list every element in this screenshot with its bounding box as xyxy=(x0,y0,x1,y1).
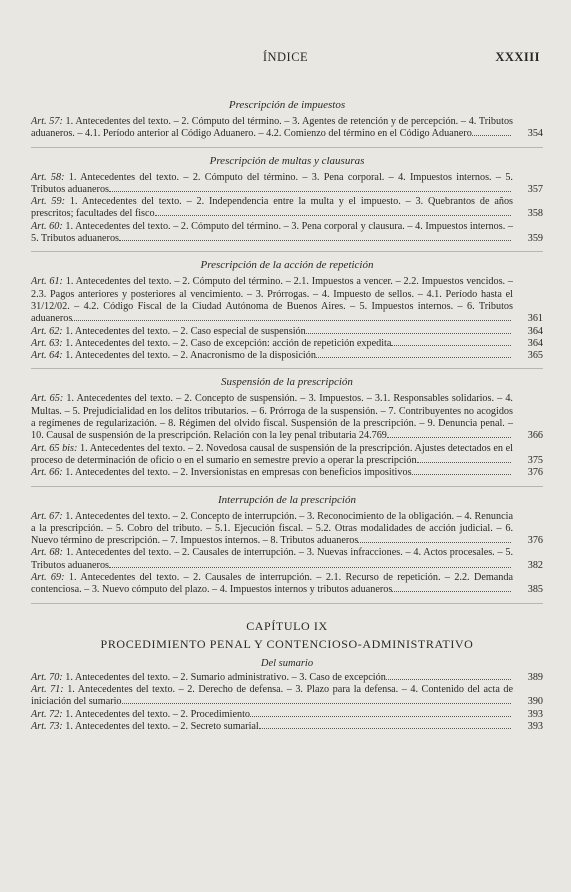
page-number: 376 xyxy=(527,467,543,479)
index-entry xyxy=(31,276,543,325)
entry-text: 1. Antecedentes del texto. – 2. Derecho de defensa. – 3. Plazo para la defensa. – 4. Contenido del acta de iniciación del sumario xyxy=(31,683,513,708)
index-entry xyxy=(31,547,543,572)
article-number: Art. 70: xyxy=(31,671,63,683)
entry-text: 1. Antecedentes del texto. – 2. Secreto sumarial xyxy=(65,720,259,732)
page-number: 364 xyxy=(527,325,543,337)
dot-leader xyxy=(259,727,511,729)
section-divider xyxy=(31,147,543,148)
entry-text: 1. Antecedentes del texto. – 2. Inversionistas en empresas con beneficios impositivos xyxy=(65,467,412,479)
index-section xyxy=(31,98,543,148)
dot-leader xyxy=(472,134,511,136)
entry-text: 1. Antecedentes del texto. – 2. Concepto de suspensión. – 3. Impuestos. – 3.1. Responsables solidarios. – 4. Multas. – 5. Prejudicialidad en los delitos tributarios. – 6. Prórroga de la suspensión. – 7. Contribuyentes no acogidos a regímenes de regularización. – 8. Régimen del olvido fiscal. Suspensión de la prescripción. – 9. Denuncia penal. – 10. Causal de suspensión de la prescripción. Relación con la ley penal tributaria 24.769 xyxy=(31,393,513,442)
header-title: ÍNDICE xyxy=(262,50,309,64)
article-number: Art. 61: xyxy=(31,276,63,288)
section-title: Suspensión de la prescripción xyxy=(221,376,353,389)
dot-leader xyxy=(109,190,511,192)
section-divider xyxy=(31,486,543,487)
index-content xyxy=(31,96,543,733)
entry-text: 1. Antecedentes del texto. – 2. Causales de interrupción. – 2.1. Recurso de repetición. – 2.2. Demanda contenciosa. – 3. Nuevo cómputo del plazo. – 4. Impuestos internos y tributos aduaneros xyxy=(31,572,513,596)
entry-text: 1. Antecedentes del texto. – 2. Cómputo del término. – 3. Pena corporal. – 4. Impuestos internos. – 5. Tributos aduaneros xyxy=(31,171,513,195)
article-number: Art. 72: xyxy=(31,708,63,720)
dot-leader xyxy=(250,715,511,717)
chapter-heading xyxy=(31,618,543,652)
index-entry xyxy=(31,684,543,709)
entry-text: 1. Antecedentes del texto. – 2. Sumario administrativo. – 3. Caso de excepción xyxy=(65,671,386,683)
page-number: 365 xyxy=(527,350,543,362)
page-number: 393 xyxy=(527,720,543,732)
index-entry xyxy=(31,721,543,733)
index-entry xyxy=(31,709,543,721)
article-number: Art. 68: xyxy=(31,547,63,559)
entry-text: 1. Antecedentes del texto. – 2. Independencia entre la multa y el impuesto. – 3. Quebrantos de años prescritos; facultades del fisco xyxy=(31,196,514,220)
article-number: Art. 62: xyxy=(31,325,63,337)
page-number: 393 xyxy=(527,708,543,720)
page-number: 358 xyxy=(527,208,543,220)
header-page-number: XXXIII xyxy=(495,50,540,64)
section-title: Prescripción de la acción de repetición xyxy=(200,259,374,272)
section-divider xyxy=(31,251,543,252)
dot-leader xyxy=(412,473,511,475)
article-number: Art. 65: xyxy=(31,393,64,405)
entry-text: 1. Antecedentes del texto. – 2. Cómputo del término. – 2.1. Impuestos a vencer. – 2.2. Impuestos vencidos. – 2.3. Pagos anteriores y posteriores al vencimiento. – 3. Prórrogas. – 4. Impuesto de sellos. – 4.1. Período hasta el 31/12/02. – 4.2. Código Fiscal de la Ciudad Autónoma de Buenos Aires. – 5. Impuestos internos. – 6. Tributos aduaneros xyxy=(31,276,514,325)
dot-leader xyxy=(391,344,511,346)
entry-text: 1. Antecedentes del texto. – 2. Procedimiento xyxy=(65,708,250,720)
page-number: 357 xyxy=(527,183,543,195)
article-number: Art. 64: xyxy=(31,350,63,362)
chapter-title: PROCEDIMIENTO PENAL Y CONTENCIOSO-ADMINISTRATIVO xyxy=(100,636,474,651)
entry-text: 1. Antecedentes del texto. – 2. Novedosa causal de suspensión de la prescripción. Ajustes detectados en el proceso de determinación de oficio o en el sumario en semestre previo a operar la prescripción xyxy=(31,442,513,466)
page-number: 375 xyxy=(527,454,543,466)
dot-leader xyxy=(306,332,511,334)
page-number: 359 xyxy=(527,233,543,245)
index-entry xyxy=(31,443,543,468)
entry-text: 1. Antecedentes del texto. – 2. Cómputo del término. – 3. Pena corporal y clausura. – 4. Impuestos internos. – 5. Tributos aduaneros xyxy=(31,220,513,245)
section-title: Prescripción de multas y clausuras xyxy=(209,154,365,167)
index-entry xyxy=(31,221,543,246)
page-number: 376 xyxy=(527,535,543,547)
article-number: Art. 60: xyxy=(31,220,63,232)
article-number: Art. 58: xyxy=(31,171,65,183)
running-header xyxy=(0,50,571,70)
index-section xyxy=(31,154,543,253)
page-number: 382 xyxy=(527,559,543,571)
section-title: Prescripción de impuestos xyxy=(228,99,346,111)
index-entry xyxy=(31,172,543,197)
section-divider xyxy=(31,368,543,369)
page-number: 389 xyxy=(527,671,543,683)
page-number: 385 xyxy=(527,584,543,596)
article-number: Art. 67: xyxy=(31,510,63,522)
section-divider xyxy=(31,603,543,604)
dot-leader xyxy=(417,461,511,463)
page-number: 366 xyxy=(527,430,543,442)
entry-text: 1. Antecedentes del texto. – 2. Caso de excepción: acción de repetición expedita xyxy=(65,337,392,349)
index-entry xyxy=(31,350,543,362)
entry-text: 1. Antecedentes del texto. – 2. Anacronismo de la disposición xyxy=(65,350,316,362)
article-number: Art. 69: xyxy=(31,572,65,584)
index-section xyxy=(31,258,543,369)
index-section xyxy=(31,375,543,486)
article-number: Art. 59: xyxy=(31,196,65,208)
index-section xyxy=(31,493,543,604)
article-number: Art. 66: xyxy=(31,467,63,479)
index-entry xyxy=(31,196,543,221)
index-entry xyxy=(31,116,543,141)
article-number: Art. 63: xyxy=(31,337,63,349)
section-title: Interrupción de la prescripción xyxy=(218,493,356,506)
dot-leader xyxy=(119,239,511,241)
entry-text: 1. Antecedentes del texto. – 2. Caso especial de suspensión xyxy=(65,325,306,337)
dot-leader xyxy=(316,356,511,358)
index-entry xyxy=(31,572,543,597)
index-entry xyxy=(31,511,543,548)
index-entry xyxy=(31,467,543,479)
dot-leader xyxy=(109,566,511,568)
page-number: 390 xyxy=(527,696,543,708)
entry-text: 1. Antecedentes del texto. – 2. Cómputo del término. – 3. Agentes de retención y de percepción. – 4. Tributos aduaneros. – 4.1. Período anterior al Código Aduanero. – 4.2. Comienzo del término en el Código Aduanero xyxy=(31,116,513,140)
dot-leader xyxy=(155,214,511,216)
article-number: Art. 65 bis: xyxy=(31,442,78,454)
chapter-number: CAPÍTULO IX xyxy=(246,618,328,633)
dot-leader xyxy=(386,678,511,680)
entry-text: 1. Antecedentes del texto. – 2. Concepto de interrupción. – 3. Reconocimiento de la obligación. – 4. Renuncia a la prescripción. – 5. Cobro del tributo. – 5.1. Ejecución fiscal. – 5.2. Otras modalidades de acción judicial. – 6. Nuevo término de prescripción. – 7. Impuestos internos. – 8. Tributos aduaneros xyxy=(31,510,513,547)
index-entry xyxy=(31,338,543,350)
entry-text: 1. Antecedentes del texto. – 2. Causales de interrupción. – 3. Nuevas infracciones. – 4. Actos procesales. – 5. Tributos aduaneros xyxy=(31,547,513,571)
page-number: 361 xyxy=(527,313,543,325)
index-entry xyxy=(31,326,543,338)
subsection-title: Del sumario xyxy=(260,657,314,669)
dot-leader xyxy=(392,590,511,592)
dot-leader xyxy=(358,541,511,543)
article-number: Art. 73: xyxy=(31,720,63,732)
article-number: Art. 71: xyxy=(31,683,64,695)
dot-leader xyxy=(387,436,511,438)
page-number: 354 xyxy=(527,128,543,140)
page-number: 364 xyxy=(527,337,543,349)
dot-leader xyxy=(122,702,511,704)
index-entry xyxy=(31,393,543,442)
index-entry xyxy=(31,672,543,684)
article-number: Art. 57: xyxy=(31,116,63,127)
dot-leader xyxy=(72,319,511,321)
